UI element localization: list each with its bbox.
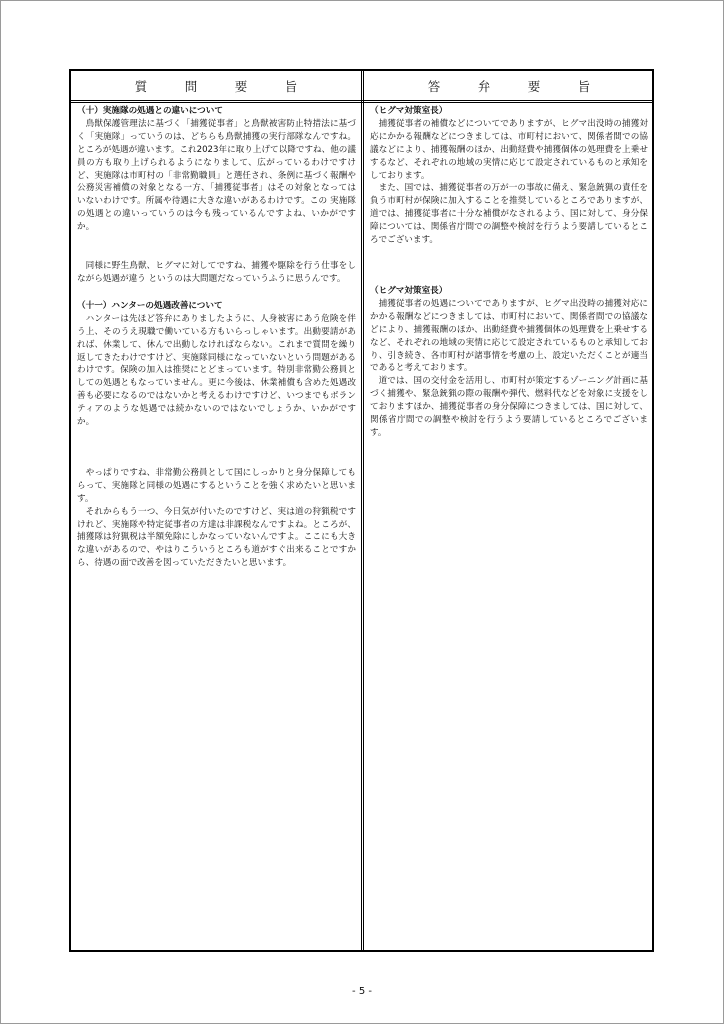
header-rule bbox=[71, 100, 652, 101]
header-rule-double bbox=[71, 102, 652, 103]
answer-paragraph: 捕獲従事者の補償などについてでありますが、ヒグマ出没時の捕獲対応にかかる報酬などにつきましては、市町村において、関係者間での協議などにより、捕獲報酬のほか、出動経費や捕獲個体の処理費を上乗せするなど、それぞれの地域の実情に応じて設定されているものと承知をしております。 bbox=[370, 118, 648, 181]
question-paragraph: やっぱりですね、非常勤公務員として国にしっかりと身分保障してもらって、実施隊と同様の処遇にするということを強く求めたいと思います。 bbox=[77, 467, 356, 504]
answer-paragraph: 道では、国の交付金を活用し、市町村が策定するゾーニング計画に基づく捕獲や、緊急銃猟の際の報酬や弾代、燃料代などを対象に支援をしておりますほか、捕獲従事者の身分保障につきましては、国に対して、関係省庁間での調整や検討を行うよう要請しているところでございます。 bbox=[370, 376, 648, 438]
answer-paragraph: また、国では、捕獲従事者の万が一の事故に備え、緊急銃猟の責任を負う市町村が保険に加入することを推奨しているところでありますが、道では、捕獲従事者に十分な補償がなされるよう、国に対して、身分保障については、関係省庁間での調整や検討を行うよう要請しているところでございます。 bbox=[370, 183, 648, 246]
question-paragraph: ハンターは先ほど答弁にありましたように、人身被害にあう危険を伴う上、そのうえ現職で働いている方もいらっしゃいます。出動要請があれば、休業して、休んで出動しなければならない。これまで質問を繰り返してきたわけですけど、実施隊同様になっていないという問題があるわけです。保険の加入は推奨にとどまっています。特別非常勤公務員としての処遇ともなっていません。更に今後は、休業補償も含めた処遇改善も必要になるのではないかと考えるわけですけど、いつまでもボランティアのような処遇では続かないのではないでしょうか、いかがですか。 bbox=[77, 313, 356, 428]
column-divider-double bbox=[363, 71, 364, 950]
question-heading-11: （十一）ハンターの処遇改善について bbox=[77, 300, 223, 311]
question-paragraph: 同様に野生鳥獣、ヒグマに対してですね、捕獲や駆除を行う仕事をしながら処遇が違う というのは大問題だなっていうふうに思うんです。 bbox=[77, 261, 356, 284]
page-number: - 5 - bbox=[352, 986, 372, 997]
question-column bbox=[77, 105, 356, 570]
answer-speaker: （ヒグマ対策室長） bbox=[370, 285, 448, 296]
column-divider bbox=[361, 71, 362, 950]
question-heading-10: （十）実施隊の処遇との違いについて bbox=[77, 106, 223, 116]
question-paragraph: それからもう一つ、今日気が付いたのですけど、実は道の狩猟税ですけれど、実施隊や特定従事者の方達は非課税なんですよね。ところが、捕獲隊は狩猟税は半額免除にしかなっていないんですよ。ここにも大きな違いがあるので、やはりこういうところも道がすぐ出来ることですから、待遇の面で改善を図っていただきたいと思います。 bbox=[77, 506, 356, 569]
answer-speaker: （ヒグマ対策室長） bbox=[370, 106, 448, 116]
answer-column-header: 答 弁 要 旨 bbox=[427, 79, 591, 94]
qa-table bbox=[69, 69, 654, 952]
question-paragraph: 鳥獣保護管理法に基づく「捕獲従事者」と鳥獣被害防止特措法に基づく「実施隊」っていうのは、どちらも鳥獣捕獲の実行部隊なんですね。ところが処遇が違います。これ2023年に取り上げて以降ですね、他の議員の方も取り上げられるようになりまして、広がっているわけですけど、実施隊は市町村の「非常勤職員」と選任され、条例に基づく報酬や公務災害補償の対象となる一方、「捕獲従事者」はその対象となってはいないわけです。所属や待遇に大きな違いがあるわけです。この 実施隊の処遇との違いっていうのは今も残っているんですよね、いかがですか。 bbox=[77, 118, 356, 233]
answer-column bbox=[370, 105, 648, 440]
question-column-header: 質 問 要 旨 bbox=[134, 79, 298, 94]
answer-paragraph: 捕獲従事者の処遇についてでありますが、ヒグマ出没時の捕獲対応にかかる報酬などにつきましては、市町村において、関係者間での協議などにより、捕獲報酬のほか、出動経費や捕獲個体の処理費を上乗せするなど、それぞれの地域の実情に応じて設定されているものと承知しており、引き続き、各市町村が諸事情を考慮の上、設定いただくことが適当であると考えております。 bbox=[370, 298, 648, 374]
